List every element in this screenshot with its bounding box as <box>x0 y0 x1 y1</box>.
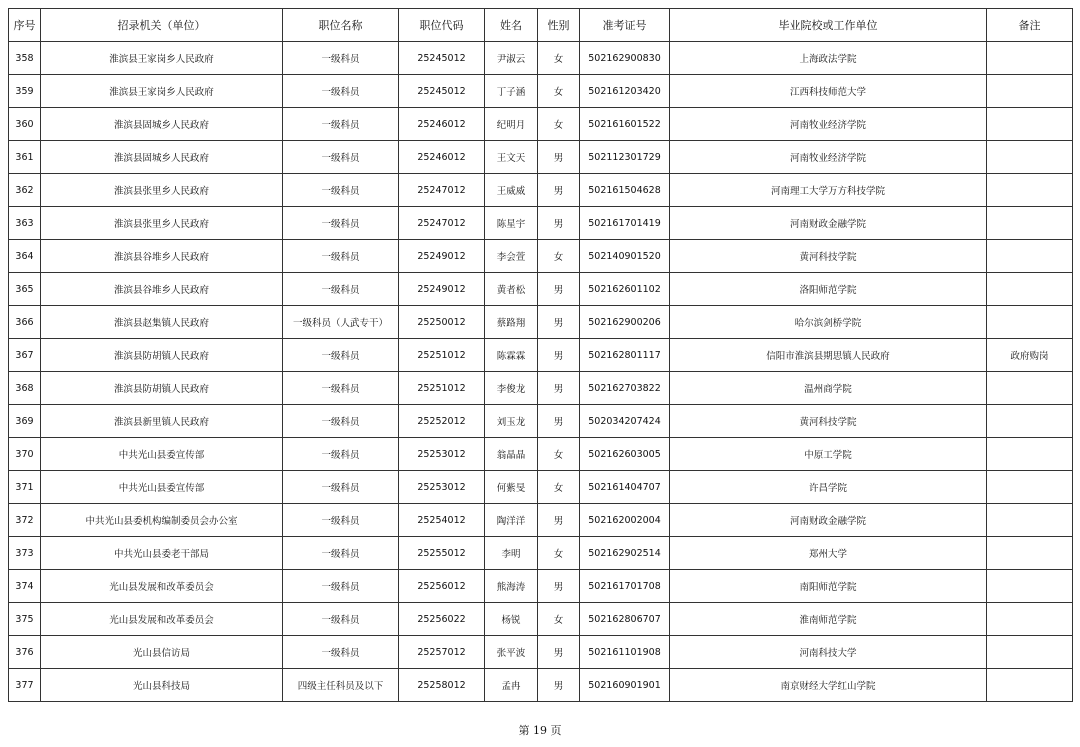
cell-ticket: 502161701419 <box>580 207 670 240</box>
header-code: 职位代码 <box>399 9 485 42</box>
cell-position: 一级科员 <box>283 471 399 504</box>
cell-seq: 359 <box>9 75 41 108</box>
cell-ticket: 502162801117 <box>580 339 670 372</box>
cell-gender: 女 <box>538 75 580 108</box>
cell-ticket: 502162703822 <box>580 372 670 405</box>
cell-ticket: 502162900830 <box>580 42 670 75</box>
cell-position: 一级科员 <box>283 174 399 207</box>
cell-position: 四级主任科员及以下 <box>283 669 399 702</box>
header-org: 招录机关（单位） <box>41 9 283 42</box>
cell-org: 淮滨县新里镇人民政府 <box>41 405 283 438</box>
cell-unit: 郑州大学 <box>670 537 987 570</box>
cell-position: 一级科员 <box>283 636 399 669</box>
cell-org: 淮滨县张里乡人民政府 <box>41 207 283 240</box>
cell-note <box>987 240 1073 273</box>
table-row <box>9 603 1073 636</box>
cell-gender: 男 <box>538 504 580 537</box>
cell-code: 25251012 <box>399 372 485 405</box>
cell-seq: 376 <box>9 636 41 669</box>
cell-gender: 男 <box>538 339 580 372</box>
cell-gender: 女 <box>538 537 580 570</box>
cell-position: 一级科员（人武专干） <box>283 306 399 339</box>
cell-ticket: 502162603005 <box>580 438 670 471</box>
cell-unit: 河南理工大学万方科技学院 <box>670 174 987 207</box>
cell-org: 淮滨县谷堆乡人民政府 <box>41 273 283 306</box>
cell-position: 一级科员 <box>283 405 399 438</box>
cell-name: 陈霖霖 <box>485 339 538 372</box>
cell-code: 25245012 <box>399 75 485 108</box>
cell-name: 李会萱 <box>485 240 538 273</box>
table-row <box>9 306 1073 339</box>
table-header-row <box>9 9 1073 42</box>
cell-code: 25249012 <box>399 273 485 306</box>
cell-gender: 男 <box>538 405 580 438</box>
cell-name: 丁子涵 <box>485 75 538 108</box>
cell-code: 25246012 <box>399 141 485 174</box>
cell-org: 淮滨县王家岗乡人民政府 <box>41 42 283 75</box>
cell-unit: 河南财政金融学院 <box>670 504 987 537</box>
cell-code: 25245012 <box>399 42 485 75</box>
cell-unit: 中原工学院 <box>670 438 987 471</box>
cell-code: 25250012 <box>399 306 485 339</box>
cell-code: 25256022 <box>399 603 485 636</box>
cell-unit: 黄河科技学院 <box>670 240 987 273</box>
cell-position: 一级科员 <box>283 141 399 174</box>
table-row <box>9 141 1073 174</box>
cell-name: 李俊龙 <box>485 372 538 405</box>
cell-code: 25251012 <box>399 339 485 372</box>
cell-code: 25249012 <box>399 240 485 273</box>
cell-note <box>987 42 1073 75</box>
cell-note <box>987 438 1073 471</box>
table-row <box>9 372 1073 405</box>
results-table <box>8 8 1073 702</box>
cell-code: 25253012 <box>399 471 485 504</box>
cell-ticket: 502034207424 <box>580 405 670 438</box>
cell-note <box>987 306 1073 339</box>
cell-gender: 女 <box>538 240 580 273</box>
table-row <box>9 570 1073 603</box>
cell-name: 翁晶晶 <box>485 438 538 471</box>
header-name: 姓名 <box>485 9 538 42</box>
cell-ticket: 502162902514 <box>580 537 670 570</box>
cell-seq: 369 <box>9 405 41 438</box>
table-row <box>9 636 1073 669</box>
cell-seq: 362 <box>9 174 41 207</box>
cell-note <box>987 537 1073 570</box>
cell-position: 一级科员 <box>283 339 399 372</box>
cell-name: 熊海涛 <box>485 570 538 603</box>
cell-unit: 淮南师范学院 <box>670 603 987 636</box>
cell-org: 光山县信访局 <box>41 636 283 669</box>
cell-unit: 温州商学院 <box>670 372 987 405</box>
cell-gender: 女 <box>538 471 580 504</box>
cell-unit: 南阳师范学院 <box>670 570 987 603</box>
cell-position: 一级科员 <box>283 603 399 636</box>
cell-seq: 358 <box>9 42 41 75</box>
cell-gender: 男 <box>538 570 580 603</box>
results-table-container <box>8 8 1072 702</box>
cell-ticket: 502160901901 <box>580 669 670 702</box>
cell-unit: 许昌学院 <box>670 471 987 504</box>
cell-gender: 男 <box>538 372 580 405</box>
cell-gender: 女 <box>538 438 580 471</box>
header-unit: 毕业院校或工作单位 <box>670 9 987 42</box>
table-body <box>9 42 1073 702</box>
cell-code: 25254012 <box>399 504 485 537</box>
cell-seq: 366 <box>9 306 41 339</box>
cell-position: 一级科员 <box>283 108 399 141</box>
cell-seq: 374 <box>9 570 41 603</box>
cell-seq: 360 <box>9 108 41 141</box>
cell-unit: 江西科技师范大学 <box>670 75 987 108</box>
cell-unit: 河南科技大学 <box>670 636 987 669</box>
cell-name: 纪明月 <box>485 108 538 141</box>
cell-note <box>987 669 1073 702</box>
cell-name: 刘玉龙 <box>485 405 538 438</box>
cell-code: 25247012 <box>399 207 485 240</box>
cell-unit: 河南牧业经济学院 <box>670 108 987 141</box>
cell-unit: 黄河科技学院 <box>670 405 987 438</box>
cell-name: 黄者松 <box>485 273 538 306</box>
cell-name: 何紫旻 <box>485 471 538 504</box>
cell-position: 一级科员 <box>283 438 399 471</box>
cell-seq: 371 <box>9 471 41 504</box>
cell-unit: 哈尔滨剑桥学院 <box>670 306 987 339</box>
cell-org: 中共光山县委宣传部 <box>41 471 283 504</box>
table-row <box>9 42 1073 75</box>
cell-code: 25252012 <box>399 405 485 438</box>
cell-org: 淮滨县赵集镇人民政府 <box>41 306 283 339</box>
table-row <box>9 537 1073 570</box>
table-row <box>9 669 1073 702</box>
cell-unit: 上海政法学院 <box>670 42 987 75</box>
cell-gender: 女 <box>538 42 580 75</box>
cell-org: 中共光山县委宣传部 <box>41 438 283 471</box>
cell-ticket: 502161701708 <box>580 570 670 603</box>
cell-ticket: 502161504628 <box>580 174 670 207</box>
cell-ticket: 502140901520 <box>580 240 670 273</box>
cell-note <box>987 471 1073 504</box>
cell-gender: 女 <box>538 603 580 636</box>
cell-gender: 男 <box>538 207 580 240</box>
cell-position: 一级科员 <box>283 504 399 537</box>
cell-note <box>987 504 1073 537</box>
cell-gender: 男 <box>538 636 580 669</box>
cell-gender: 女 <box>538 108 580 141</box>
cell-ticket: 502112301729 <box>580 141 670 174</box>
table-row <box>9 438 1073 471</box>
header-seq: 序号 <box>9 9 41 42</box>
cell-ticket: 502161601522 <box>580 108 670 141</box>
cell-name: 杨锐 <box>485 603 538 636</box>
cell-position: 一级科员 <box>283 570 399 603</box>
cell-position: 一级科员 <box>283 372 399 405</box>
cell-note <box>987 570 1073 603</box>
cell-code: 25256012 <box>399 570 485 603</box>
cell-name: 李明 <box>485 537 538 570</box>
cell-seq: 372 <box>9 504 41 537</box>
header-note: 备注 <box>987 9 1073 42</box>
cell-note <box>987 207 1073 240</box>
table-row <box>9 471 1073 504</box>
cell-ticket: 502161101908 <box>580 636 670 669</box>
cell-unit: 河南牧业经济学院 <box>670 141 987 174</box>
cell-seq: 367 <box>9 339 41 372</box>
cell-note <box>987 405 1073 438</box>
cell-org: 淮滨县固城乡人民政府 <box>41 141 283 174</box>
header-gender: 性别 <box>538 9 580 42</box>
cell-gender: 男 <box>538 306 580 339</box>
cell-name: 王威威 <box>485 174 538 207</box>
table-row <box>9 207 1073 240</box>
cell-name: 孟冉 <box>485 669 538 702</box>
cell-seq: 375 <box>9 603 41 636</box>
cell-note <box>987 174 1073 207</box>
cell-org: 淮滨县张里乡人民政府 <box>41 174 283 207</box>
table-row <box>9 504 1073 537</box>
cell-gender: 男 <box>538 174 580 207</box>
cell-note <box>987 75 1073 108</box>
cell-gender: 男 <box>538 141 580 174</box>
table-row <box>9 108 1073 141</box>
cell-code: 25247012 <box>399 174 485 207</box>
cell-note <box>987 636 1073 669</box>
cell-ticket: 502161203420 <box>580 75 670 108</box>
cell-seq: 373 <box>9 537 41 570</box>
cell-seq: 361 <box>9 141 41 174</box>
cell-seq: 368 <box>9 372 41 405</box>
cell-gender: 男 <box>538 273 580 306</box>
table-row <box>9 273 1073 306</box>
header-position: 职位名称 <box>283 9 399 42</box>
cell-name: 王文天 <box>485 141 538 174</box>
cell-seq: 363 <box>9 207 41 240</box>
cell-name: 陈星宇 <box>485 207 538 240</box>
cell-ticket: 502162601102 <box>580 273 670 306</box>
cell-unit: 河南财政金融学院 <box>670 207 987 240</box>
cell-ticket: 502162002004 <box>580 504 670 537</box>
cell-seq: 364 <box>9 240 41 273</box>
cell-code: 25246012 <box>399 108 485 141</box>
cell-org: 淮滨县谷堆乡人民政府 <box>41 240 283 273</box>
table-row <box>9 240 1073 273</box>
cell-org: 中共光山县委老干部局 <box>41 537 283 570</box>
cell-position: 一级科员 <box>283 273 399 306</box>
cell-note: 政府购岗 <box>987 339 1073 372</box>
cell-position: 一级科员 <box>283 207 399 240</box>
cell-seq: 370 <box>9 438 41 471</box>
cell-org: 光山县发展和改革委员会 <box>41 603 283 636</box>
cell-ticket: 502161404707 <box>580 471 670 504</box>
cell-org: 中共光山县委机构编制委员会办公室 <box>41 504 283 537</box>
cell-note <box>987 141 1073 174</box>
cell-note <box>987 372 1073 405</box>
cell-position: 一级科员 <box>283 537 399 570</box>
cell-org: 淮滨县防胡镇人民政府 <box>41 372 283 405</box>
cell-note <box>987 603 1073 636</box>
cell-position: 一级科员 <box>283 240 399 273</box>
cell-ticket: 502162806707 <box>580 603 670 636</box>
cell-note <box>987 108 1073 141</box>
cell-unit: 信阳市淮滨县期思镇人民政府 <box>670 339 987 372</box>
cell-org: 光山县发展和改革委员会 <box>41 570 283 603</box>
cell-ticket: 502162900206 <box>580 306 670 339</box>
table-row <box>9 75 1073 108</box>
cell-seq: 365 <box>9 273 41 306</box>
cell-note <box>987 273 1073 306</box>
cell-name: 尹淑云 <box>485 42 538 75</box>
cell-name: 蔡路翔 <box>485 306 538 339</box>
cell-code: 25258012 <box>399 669 485 702</box>
cell-unit: 洛阳师范学院 <box>670 273 987 306</box>
cell-code: 25255012 <box>399 537 485 570</box>
cell-position: 一级科员 <box>283 75 399 108</box>
cell-name: 张平波 <box>485 636 538 669</box>
cell-gender: 男 <box>538 669 580 702</box>
cell-name: 陶洋洋 <box>485 504 538 537</box>
cell-code: 25253012 <box>399 438 485 471</box>
table-row <box>9 174 1073 207</box>
cell-org: 淮滨县固城乡人民政府 <box>41 108 283 141</box>
cell-position: 一级科员 <box>283 42 399 75</box>
header-ticket: 准考证号 <box>580 9 670 42</box>
cell-org: 淮滨县王家岗乡人民政府 <box>41 75 283 108</box>
page-number: 第 19 页 <box>518 724 562 737</box>
cell-org: 淮滨县防胡镇人民政府 <box>41 339 283 372</box>
table-row <box>9 405 1073 438</box>
cell-unit: 南京财经大学红山学院 <box>670 669 987 702</box>
cell-seq: 377 <box>9 669 41 702</box>
table-row <box>9 339 1073 372</box>
cell-org: 光山县科技局 <box>41 669 283 702</box>
cell-code: 25257012 <box>399 636 485 669</box>
